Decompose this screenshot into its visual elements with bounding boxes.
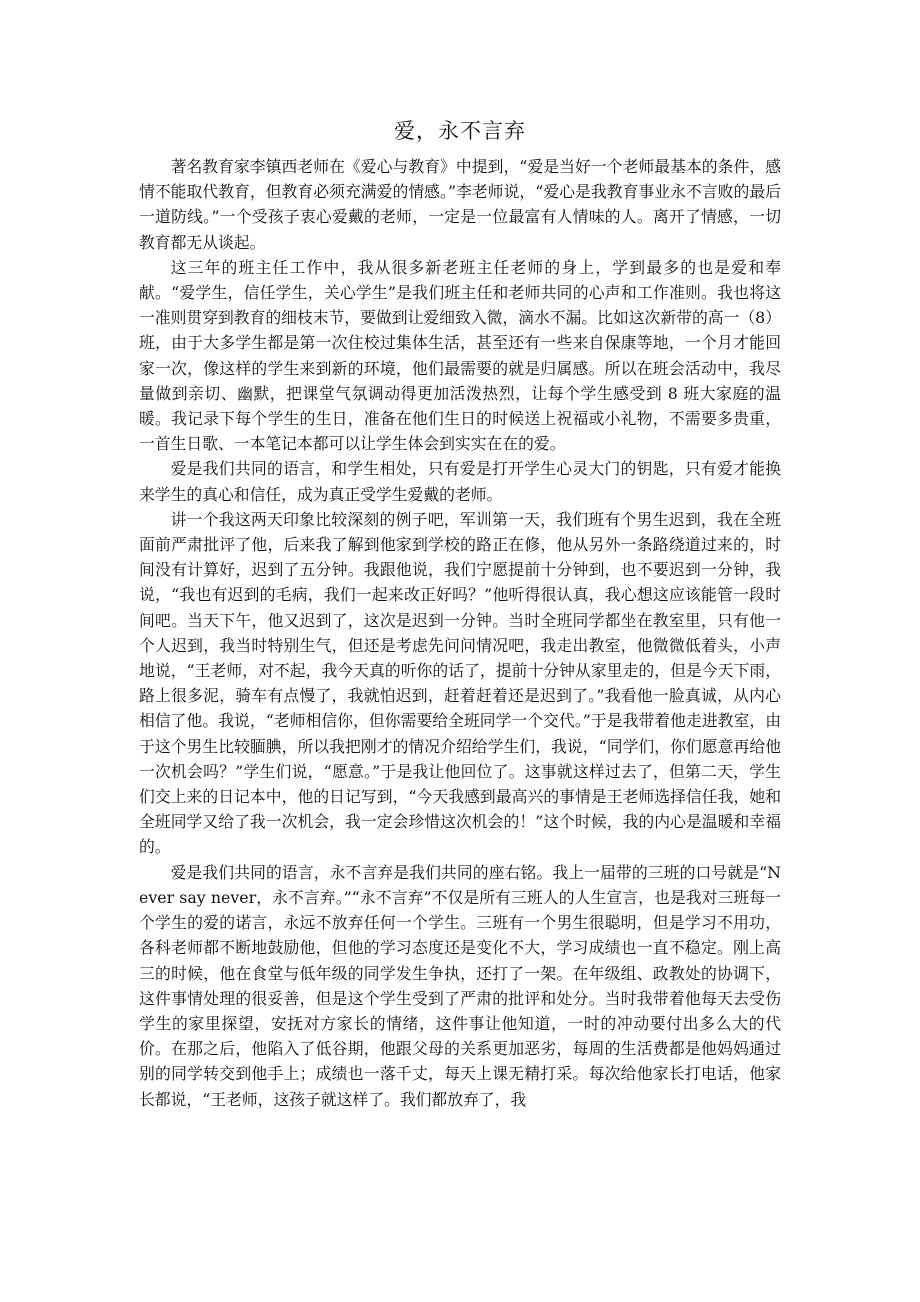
paragraph-1: 著名教育家李镇西老师在《爱心与教育》中提到，“爱是当好一个老师最基本的条件，感情不能取代教育，但教育必须充满爱的情感。”李老师说，“爱心是我教育事业永不言败的最后一道防线。”一个受孩子衷心爱戴的老师，一定是一位最富有人情味的人。离开了情感，一切教育都无从谈起。 (139, 157, 781, 252)
paragraph-3: 爱是我们共同的语言，和学生相处，只有爱是打开学生心灵大门的钥匙，只有爱才能换来学生的真心和信任，成为真正受学生爱戴的老师。 (139, 459, 781, 504)
paragraph-4: 讲一个我这两天印象比较深刻的例子吧，军训第一天，我们班有个男生迟到，我在全班面前严肃批评了他，后来我了解到他家到学校的路正在修，他从另外一条路绕道过来的，时间没有计算好，迟到了五分钟。我跟他说，我们宁愿提前十分钟到，也不要迟到一分钟，我说，“我也有迟到的毛病，我们一起来改正好吗？”他听得很认真，我心想这应该能管一段时间吧。当天下午，他又迟到了，这次是迟到一分钟。当时全班同学都坐在教室里，只有他一个人迟到，我当时特别生气，但还是考虑先问问情况吧，我走出教室，他微微低着头，小声地说，“王老师，对不起，我今天真的听你的话了，提前十分钟从家里走的，但是今天下雨，路上很多泥，骑车有点慢了，我就怕迟到，赶着赶着还是迟到了。”我看他一脸真诚，从内心相信了他。我说，“老师相信你，但你需要给全班同学一个交代。”于是我带着他走进教室，由于这个男生比较腼腆，所以我把刚才的情况介绍给学生们，我说，“同学们，你们愿意再给他一次机会吗？”学生们说，“愿意。”于是我让他回位了。这事就这样过去了，但第二天，学生们交上来的日记本中，他的日记写到，“今天我感到最高兴的事情是王老师选择信任我，她和全班同学又给了我一次机会，我一定会珍惜这次机会的！”这个时候，我的内心是温暖和幸福的。 (139, 509, 781, 857)
paragraph-5: 爱是我们共同的语言，永不言弃是我们共同的座右铭。我上一届带的三班的口号就是“Never say never，永不言弃。”“永不言弃”不仅是所有三班人的人生宣言，也是我对三班每一个学生的爱的诺言，永远不放弃任何一个学生。三班有一个男生很聪明，但是学习不用功，各科老师都不断地鼓励他，但他的学习态度还是变化不大，学习成绩也一直不稳定。刚上高三的时候，他在食堂与低年级的同学发生争执，还打了一架。在年级组、政教处的协调下，这件事情处理的很妥善，但是这个学生受到了严肃的批评和处分。当时我带着他每天去受伤学生的家里探望，安抚对方家长的情绪，这件事让他知道，一时的冲动要付出多么大的代价。在那之后，他陷入了低谷期，他跟父母的关系更加恶劣，每周的生活费都是他妈妈通过别的同学转交到他手上；成绩也一落千丈，每天上课无精打采。每次给他家长打电话，他家长都说，“王老师，这孩子就这样了。我们都放弃了，我 (139, 862, 781, 1109)
document-title: 爱，永不言弃 (394, 119, 526, 143)
paragraph-2: 这三年的班主任工作中，我从很多新老班主任老师的身上，学到最多的也是爱和奉献。“爱学生，信任学生，关心学生”是我们班主任和老师共同的心声和工作准则。我也将这一准则贯穿到教育的细枝末节，要做到让爱细致入微，滴水不漏。比如这次新带的高一（8）班，由于大多学生都是第一次住校过集体生活，甚至还有一些来自保康等地，一个月才能回家一次，像这样的学生来到新的环境，他们最需要的就是归属感。所以在班会活动中，我尽量做到亲切、幽默，把课堂气氛调动得更加活泼热烈，让每个学生感受到 8 班大家庭的温暖。我记录下每个学生的生日，准备在他们生日的时候送上祝福或小礼物，不需要多贵重，一首生日歌、一本笔记本都可以让学生体会到实实在在的爱。 (139, 257, 781, 454)
document-page (139, 116, 781, 1112)
